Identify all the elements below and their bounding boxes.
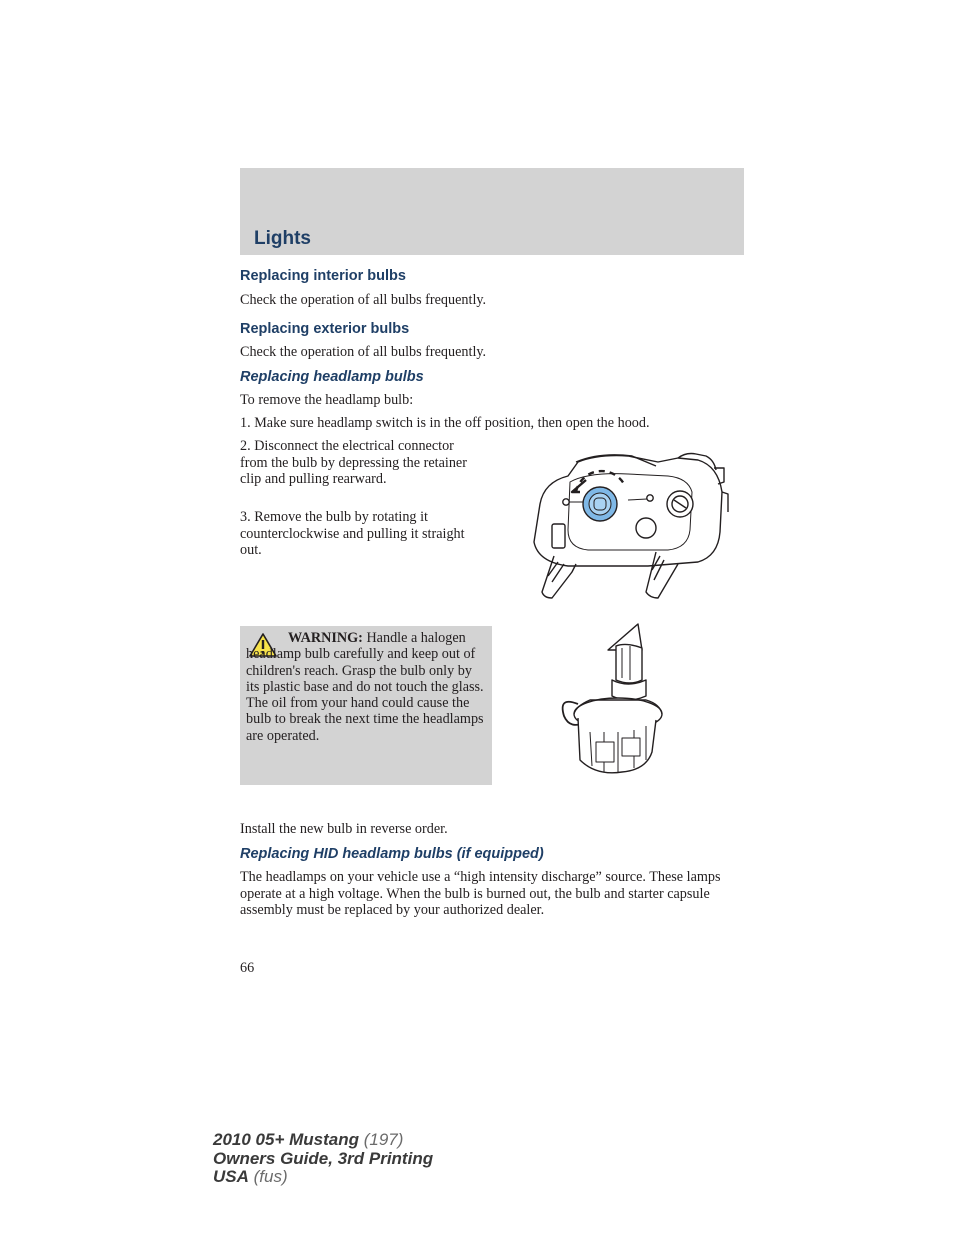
section-title: Lights	[254, 228, 311, 249]
headlamp-step-1: 1. Make sure headlamp switch is in the off position, then open the hood.	[240, 415, 650, 431]
document-footer	[213, 1131, 433, 1187]
headlamp-intro: To remove the headlamp bulb:	[240, 392, 414, 408]
heading-interior-bulbs: Replacing interior bulbs	[240, 268, 406, 284]
exterior-bulbs-text: Check the operation of all bulbs frequently.	[240, 344, 487, 360]
install-text: Install the new bulb in reverse order.	[240, 821, 448, 837]
warning-body: Handle a halogen headlamp bulb carefully and keep out of children's reach. Grasp the bulb only by its plastic base and do not touch the glass. The oil from your hand could cause the bulb to break the next time the headlamps are operated.	[246, 630, 484, 744]
headlamp-housing-illustration	[528, 452, 734, 602]
headlamp-step-2: 2. Disconnect the electrical connector from the bulb by depressing the retainer clip and pulling rearward.	[240, 438, 467, 487]
hid-text: The headlamps on your vehicle use a “high intensity discharge” source. These lamps operate at a high voltage. When the bulb is burned out, the bulb and starter capsule assembly must be replaced by your authorized dealer.	[240, 869, 721, 918]
section-header-band	[240, 168, 744, 255]
footer-line-2: Owners Guide, 3rd Printing	[213, 1148, 434, 1168]
headlamp-step-3: 3. Remove the bulb by rotating it counterclockwise and pulling it straight out.	[240, 509, 465, 558]
warning-label: WARNING:	[288, 630, 363, 646]
halogen-bulb-illustration	[556, 620, 666, 786]
warning-text	[246, 630, 486, 744]
heading-headlamp-bulbs: Replacing headlamp bulbs	[240, 369, 424, 385]
footer-line-3: USA (fus)	[213, 1167, 288, 1186]
interior-bulbs-text: Check the operation of all bulbs frequently.	[240, 292, 487, 308]
heading-exterior-bulbs: Replacing exterior bulbs	[240, 321, 410, 337]
heading-hid-bulbs: Replacing HID headlamp bulbs (if equipped)	[240, 846, 544, 862]
footer-line-1: 2010 05+ Mustang (197)	[213, 1130, 404, 1149]
page-number: 66	[240, 960, 255, 976]
